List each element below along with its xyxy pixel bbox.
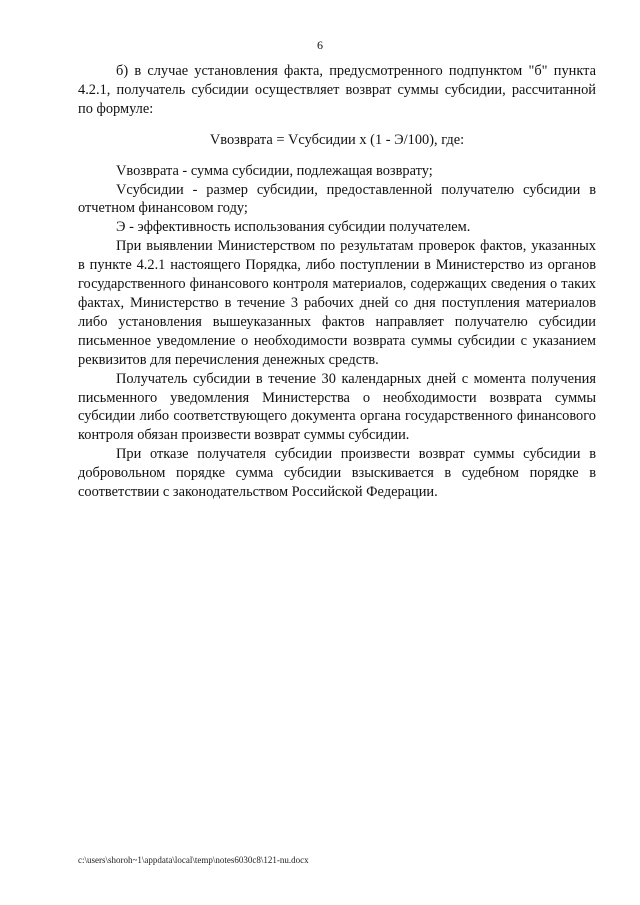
paragraph-ministry-notice: При выявлении Министерством по результатам проверок фактов, указанных в пункте 4.2.1 настоящего Порядка, либо поступлении в Министерство из органов государственного финансового контроля материалов, содержащих сведения о таких фактах, Министерство в течение 3 рабочих дней со дня поступления материалов либо установления вышеуказанных фактов направляет получателю субсидии письменное уведомление о необходимости возврата суммы субсидии с указанием реквизитов для перечисления денежных средств. [78,238,596,368]
refund-formula: Vвозврата = Vсубсидии x (1 - Э/100), где: [209,131,465,148]
document-body [78,62,596,502]
definition-subsidy-amount: Vсубсидии - размер субсидии, предоставленной получателю субсидии в отчетном финансовом году; [78,181,596,217]
paragraph-court-recovery: При отказе получателя субсидии произвести возврат суммы субсидии в добровольном порядке сумма субсидии взыскивается в судебном порядке в соответствии с законодательством Российской Федерации. [78,446,596,501]
definition-efficiency: Э - эффективность использования субсидии получателем. [116,219,471,236]
paragraph-refund-case: б) в случае установления факта, предусмотренного подпунктом "б" пункта 4.2.1, получатель субсидии осуществляет возврат суммы субсидии, рассчитанной по формуле: [78,63,596,117]
definition-refund-amount: Vвозврата - сумма субсидии, подлежащая возврату; [116,162,433,179]
footer-file-path: c:\users\shoroh~1\appdata\local\temp\notes6030c8\121-nu.docx [78,855,309,865]
page-number: 6 [317,38,323,52]
paragraph-recipient-refund: Получатель субсидии в течение 30 календарных дней с момента получения письменного уведомления Министерства о необходимости возврата суммы субсидии либо соответствующего документа органа государственного финансового контроля обязан произвести возврат суммы субсидии. [78,370,596,444]
